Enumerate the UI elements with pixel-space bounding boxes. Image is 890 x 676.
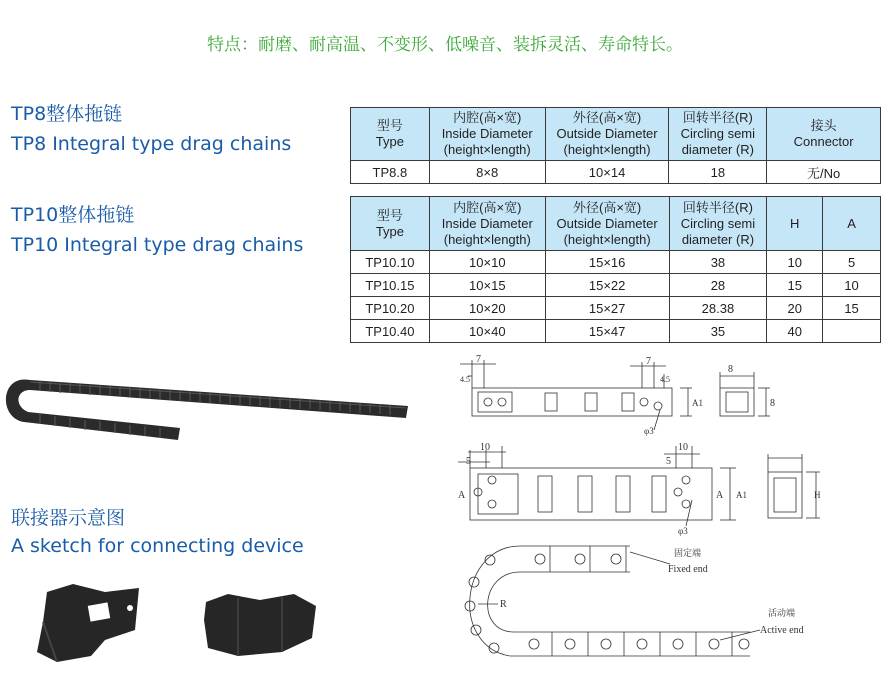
table-cell: 10 [767,251,823,274]
table-cell: 18 [669,161,767,184]
tp8-header-text: (height×length) [563,142,651,157]
tp8-section-view [720,372,770,416]
tp10-header-cell [351,197,430,251]
tp10-header-cell [823,197,881,251]
table-cell: 15 [767,274,823,297]
table-cell: 28 [669,274,767,297]
tp8-header-text: 回转半径(R) [682,110,753,125]
tp10-header-text: 外径(高×宽) [573,199,642,215]
tp10-header-text: 回转半径(R) [682,199,753,215]
tp10-header-text: Outside Diameter [556,215,658,231]
tp8-top-view [460,360,692,430]
table-cell: TP10.15 [351,274,430,297]
tp8-spec-table [350,107,881,184]
tp8-header-text: Connector [793,134,854,149]
active-end-en: Active end [760,625,804,636]
table-cell: 15×27 [545,297,669,320]
table-cell: 28.38 [669,297,767,320]
fixed-end-cn: 固定端 [674,549,702,559]
table-cell: 40 [767,320,823,343]
table-row [351,320,881,343]
table-cell [823,320,881,343]
tp8-header-text: 外径(高×宽) [572,110,642,125]
tp8-header-cell [767,108,881,161]
table-cell: 5 [823,251,881,274]
features-line: 特点：耐磨、耐高温、不变形、低噪音、装拆灵活、寿命特长。 [207,35,683,55]
table-cell: TP10.20 [351,297,430,320]
table-cell: 10×14 [545,161,669,184]
tp10-header-cell [545,197,669,251]
tp10-spec-table [350,196,881,343]
active-end-cn: 活动端 [768,609,796,619]
table-cell: 10×10 [429,251,545,274]
table-cell: 10 [823,274,881,297]
tp10-header-text: (height×length) [443,231,531,247]
table-row [351,297,881,320]
tp8-header-cell [351,108,430,161]
dim-10b: 10 [678,442,688,453]
dim-8v: 8 [770,398,775,409]
tp8-header-cell [545,108,669,161]
connector-title-cn: 联接器示意图 [11,507,126,529]
tp8-header-cell [669,108,767,161]
table-cell: 15×47 [545,320,669,343]
tp10-header-text: 型号 [376,207,403,223]
tp8-header-text: 型号 [376,118,403,133]
table-cell: 10×20 [429,297,545,320]
table-cell: TP8.8 [351,161,430,184]
dim-7: 7 [476,354,481,365]
table-cell: 无/No [767,161,881,184]
tp8-header-text: Inside Diameter [441,126,533,141]
tp8-title-en: TP8 Integral type drag chains [11,133,292,155]
table-cell: 35 [669,320,767,343]
fixed-end-en: Fixed end [668,564,708,575]
tp8-header-text: 接头 [810,118,837,133]
table-cell: 15 [823,297,881,320]
dim-8: 8 [728,364,733,375]
dim-a1b: A1 [736,490,747,500]
dim-4-5b: 4.5 [660,375,670,384]
table-cell: 15×16 [545,251,669,274]
drag-chain-photo [0,370,420,450]
connector-title-en: A sketch for connecting device [11,535,304,557]
table-cell: 20 [767,297,823,320]
tp10-header-cell [767,197,823,251]
tp8-title-cn: TP8整体拖链 [11,103,123,125]
tp8-header-text: 内腔(高×宽) [453,110,522,125]
dim-a: A [458,490,466,501]
tp10-header-text: Type [375,223,405,239]
table-cell: TP10.10 [351,251,430,274]
tp8-header-text: (height×length) [443,142,531,157]
tp10-header-text: Inside Diameter [441,215,533,231]
dim-a1: A1 [692,398,703,408]
tp10-section-view [768,454,820,518]
tp10-header-cell [669,197,767,251]
table-row [351,251,881,274]
table-cell: 15×22 [545,274,669,297]
tp10-header-text: (height×length) [563,231,651,247]
dim-5b: 5 [666,456,671,467]
tp8-header-text: Outside Diameter [556,126,658,141]
table-cell: 10×15 [429,274,545,297]
tp10-top-view [458,446,736,526]
tp10-header-text: Circling semi [680,215,756,231]
table-cell: TP10.40 [351,320,430,343]
tp10-header-cell [429,197,545,251]
dim-phi3: φ3 [644,426,654,436]
tp10-header-text: 内腔(高×宽) [453,199,522,215]
tp10-header-text: diameter (R) [681,231,755,247]
tp10-title-cn: TP10整体拖链 [11,204,135,226]
tp10-title-en: TP10 Integral type drag chains [11,234,304,256]
technical-drawing [430,350,890,676]
dim-r: R [500,599,507,610]
table-cell: 10×40 [429,320,545,343]
connector-photo-2 [198,590,323,660]
dim-5a: 5 [466,456,471,467]
dim-h: H [814,490,821,500]
tp10-header-text: A [847,215,856,231]
tp8-header-text: Circling semi [680,126,756,141]
table-row [351,161,881,184]
dim-phi3b: φ3 [678,526,688,536]
dim-10a: 10 [480,442,490,453]
connector-photo-1 [35,582,145,662]
table-cell: 8×8 [429,161,545,184]
tp8-header-cell [429,108,545,161]
tp10-header-row [351,197,881,251]
chain-bend-view [465,546,760,656]
dim-7b: 7 [646,356,651,367]
tp10-header-text: H [790,215,800,231]
dim-4-5: 4.5 [460,375,470,384]
dim-a-b: A [716,490,724,501]
table-row [351,274,881,297]
tp8-header-text: diameter (R) [681,142,754,157]
table-cell: 38 [669,251,767,274]
tp8-header-text: Type [375,134,404,149]
tp8-header-row [351,108,881,161]
